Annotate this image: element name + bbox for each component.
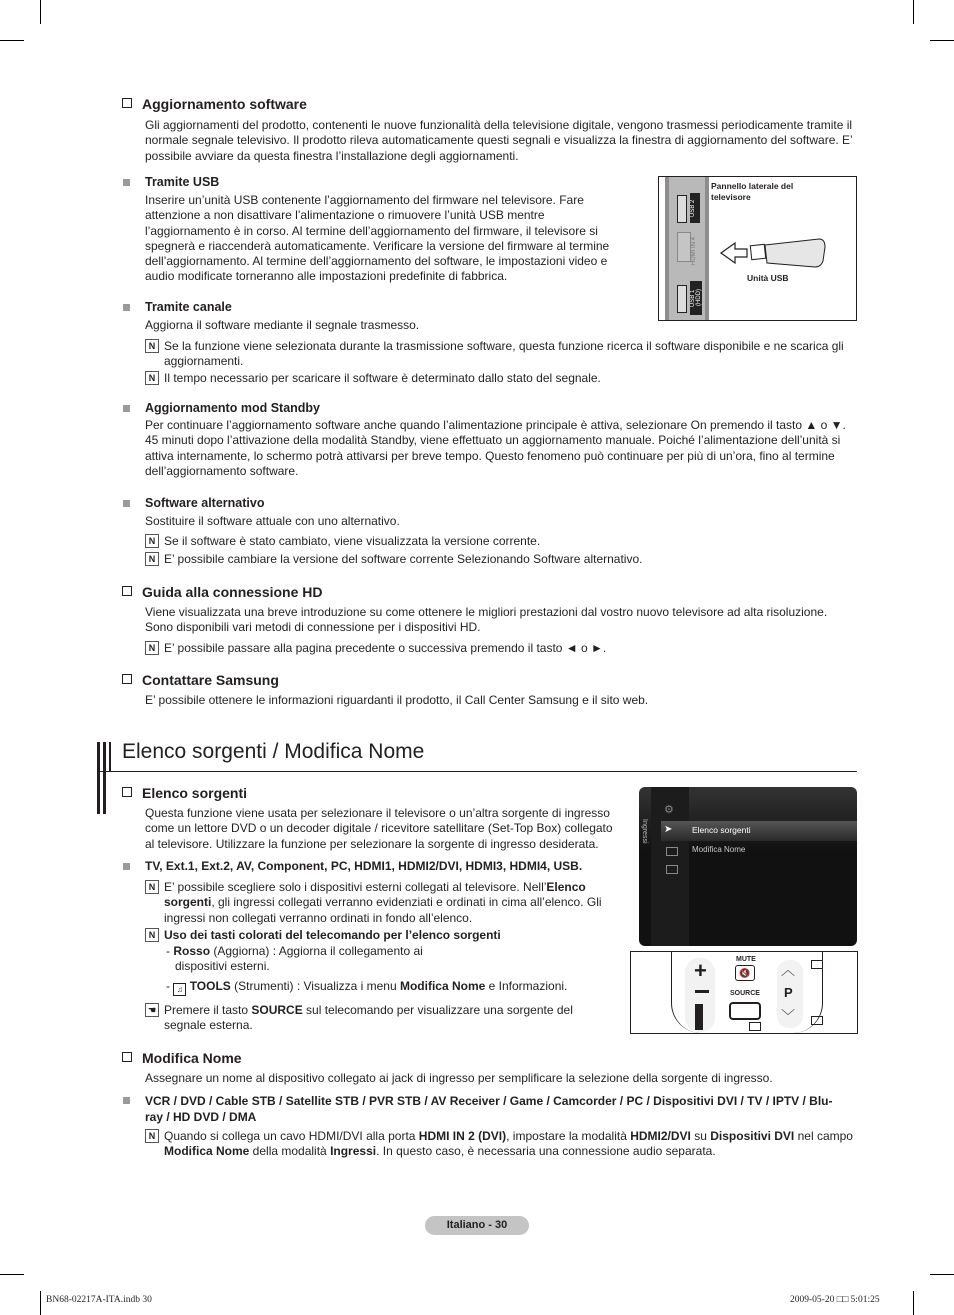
- footer-date: 2009-05-20 □□ 5:01:25: [790, 1295, 880, 1305]
- usb1-port: [677, 285, 687, 313]
- note-icon: N: [145, 339, 159, 353]
- usb2-port: [677, 195, 687, 223]
- checkbox-bullet-icon: [122, 586, 132, 596]
- alt-sw-body: Sostituire il software attuale con uno alternativo.: [145, 514, 400, 528]
- usb-drive-label: Unità USB: [747, 273, 789, 283]
- channel-note-2: Il tempo necessario per scaricare il software è determinato dallo stato del segnale.: [164, 371, 601, 385]
- note-icon: N: [145, 552, 159, 566]
- square-bullet-icon: [123, 1097, 130, 1104]
- edit-name-note: Quando si collega un cavo HDMI/DVI alla porta HDMI IN 2 (DVI), impostare la modalità HDMI2/DVI su Dispositivi DVI nel campo Modifica Nome della modalità Ingressi. In questo caso, è necessaria una connessione audio separata.: [164, 1129, 853, 1159]
- checkbox-bullet-icon: [122, 98, 132, 108]
- source-label: SOURCE: [730, 990, 760, 997]
- gear-icon: ⚙: [664, 804, 674, 816]
- osd-item-edit-name[interactable]: Modifica Nome: [692, 845, 746, 854]
- edit-name-devices: VCR / DVD / Cable STB / Satellite STB / PVR STB / AV Receiver / Game / Camcorder / PC / Dispositivi DVI / TV / IPTV / Blu-ray / HD DVD / DMA: [145, 1094, 833, 1124]
- hd-guide-body: Viene visualizzata una breve introduzione su come ottenere le migliori prestazioni dal vostro nuovo televisore ad alta risoluzione. Sono disponibili vari metodi di connessione per i dispositivi HD.: [145, 605, 828, 635]
- mute-button[interactable]: 🔇: [735, 965, 755, 981]
- square-bullet-icon: [123, 304, 130, 311]
- crop-mark: [930, 40, 954, 41]
- section-title-hd-guide: Guida alla connessione HD: [122, 584, 323, 600]
- alt-sw-note-1: Se il software è stato cambiato, viene visualizzata la versione corrente.: [164, 534, 541, 548]
- remote-figure: [630, 951, 858, 1034]
- contact-body: E’ possibile ottenere le informazioni riguardanti il prodotto, il Call Center Samsung e il sito web.: [145, 693, 649, 707]
- section-title-source-list: Elenco sorgenti: [122, 785, 247, 801]
- pointer-icon: [695, 1004, 703, 1030]
- usb-body: Inserire un’unità USB contenente l’aggiornamento del firmware nel televisore. Fare attenzione a non disattivare l’alimentazione o rimuovere l’unità USB mentre l’aggiornamento è in corso. Al termine dell’aggiornamento del firmware, il televisore si spegnerà e riaccenderà automaticamente. Verificare la versione del firmware al termine dell’aggiornamento. Al termine dell’aggiornamento del software, le impostazioni video e audio modificate torneranno alle impostazioni predefinite di fabbrica.: [145, 193, 610, 284]
- plus-icon: +: [694, 958, 707, 983]
- note-icon: N: [145, 1129, 159, 1143]
- section-title-contact: Contattare Samsung: [122, 672, 279, 688]
- tools-item: - ♫ TOOLS (Strumenti) : Visualizza i menu Modifica Nome e Informazioni.: [166, 979, 568, 994]
- channel-note-1: Se la funzione viene selezionata durante la trasmissione software, questa funzione ricerca il software disponibile e ne scarica gli aggiornamenti.: [164, 339, 844, 369]
- chapter-title: Elenco sorgenti / Modifica Nome: [122, 740, 425, 763]
- source-button[interactable]: [729, 1002, 761, 1020]
- source-list-note-3: Premere il tasto SOURCE sul telecomando per visualizzare una sorgente del segnale esterna.: [164, 1003, 573, 1033]
- square-bullet-icon: [123, 500, 130, 507]
- usb-drive-icon: [719, 235, 829, 275]
- crop-mark: [913, 0, 914, 24]
- crop-mark: [0, 40, 24, 41]
- hd-guide-note: E’ possibile passare alla pagina precedente o successiva premendo il tasto ◄ o ►.: [164, 641, 607, 655]
- chapter-rule: [97, 771, 857, 772]
- note-icon: N: [145, 928, 159, 942]
- standby-body: Per continuare l’aggiornamento software anche quando l’alimentazione principale è attiva, selezionare On premendo il tasto ▲ o ▼. 45 minuti dopo l’attivazione della modalità Standby, viene effettuato un aggiornamento manuale. Poiché l’alimentazione dell’unità si attiva internamente, lo schermo potrà attivarsi per breve tempo. Questo fenomeno può continuare per più di un’ora, fino al termine dell’aggiornamento software.: [145, 418, 846, 478]
- checkbox-bullet-icon: [122, 674, 132, 684]
- hdmi4-label: HDMI IN 4: [691, 236, 697, 265]
- osd-item-source-list[interactable]: Elenco sorgenti: [692, 825, 751, 835]
- osd-item-highlight: [661, 821, 857, 841]
- section-title-edit-name: Modifica Nome: [122, 1050, 242, 1066]
- sw-update-body: Gli aggiornamenti del prodotto, contenenti le nuove funzionalità della televisione digitale, vengono trasmessi periodicamente tramite il normale segnale televisivo. Il prodotto rileva automaticamente questi segnali e visualizza la finestra di aggiornamento del software. E’ possibile avviare da questa finestra l’installazione degli aggiornamenti.: [145, 118, 853, 163]
- usb-title: Tramite USB: [145, 175, 220, 189]
- alt-sw-title: Software alternativo: [145, 496, 265, 510]
- usb1-label: USB 1 (HDD): [690, 281, 702, 315]
- standby-title: Aggiornamento mod Standby: [145, 401, 320, 415]
- crop-mark: [0, 1274, 24, 1275]
- channel-body: Aggiorna il software mediante il segnale trasmesso.: [145, 318, 420, 332]
- source-list-note-2: Uso dei tasti colorati del telecomando per l’elenco sorgenti: [164, 928, 501, 942]
- chevron-up-icon: ︿: [781, 962, 795, 978]
- hdmi4-port: [677, 232, 691, 262]
- source-list-note-1: E’ possibile scegliere solo i dispositivi esterni collegati al televisore. Nell’Elenco sorgenti, gli ingressi collegati verranno evidenziati e ordinati in cima all’elenco. Gli ingressi non collegati verranno ordinati in fondo all’elenco.: [164, 880, 602, 925]
- chapter-bar: [103, 742, 106, 814]
- note-icon: N: [145, 534, 159, 548]
- crop-mark: [40, 1291, 41, 1315]
- mute-label: MUTE: [736, 956, 756, 963]
- edit-name-body: Assegnare un nome al dispositivo collegato ai jack di ingresso per semplificare la selezione della sorgente di ingresso.: [145, 1071, 773, 1085]
- tv-side-panel: [665, 177, 709, 320]
- p-label: P: [784, 985, 793, 1000]
- chapter-bar: [109, 742, 111, 772]
- alt-sw-note-2: E’ possibile cambiare la versione del software corrente Selezionando Software alternativo.: [164, 552, 643, 566]
- note-icon: N: [145, 880, 159, 894]
- usb-figure: [658, 176, 857, 321]
- tools-icon: ♫: [173, 983, 186, 996]
- tv-icon: [749, 1022, 761, 1031]
- osd-side-label: Ingressi: [641, 819, 648, 844]
- footer-file: BN68-02217A-ITA.indb 30: [46, 1295, 152, 1305]
- minus-icon: [695, 990, 709, 993]
- note-icon: N: [145, 371, 159, 385]
- input-icon: ➤: [664, 824, 673, 835]
- page-number-badge: Italiano - 30: [425, 1216, 529, 1235]
- crop-mark: [930, 1274, 954, 1275]
- picture-icon: [666, 847, 678, 856]
- setup-icon: [666, 865, 678, 874]
- osd-menu: [639, 787, 857, 946]
- hand-icon: ☚: [145, 1003, 159, 1017]
- tv-icon: [811, 960, 823, 969]
- chapter-bar: [97, 742, 100, 814]
- crop-mark: [913, 1291, 914, 1315]
- source-list-sources: TV, Ext.1, Ext.2, AV, Component, PC, HDMI1, HDMI2/DVI, HDMI3, HDMI4, USB.: [145, 859, 583, 873]
- square-bullet-icon: [123, 179, 130, 186]
- section-title-sw-update: Aggiornamento software: [122, 96, 307, 112]
- square-bullet-icon: [123, 405, 130, 412]
- panel-label: Pannello laterale del televisore: [711, 181, 794, 202]
- crop-mark: [40, 0, 41, 24]
- checkbox-bullet-icon: [122, 787, 132, 797]
- channel-title: Tramite canale: [145, 300, 232, 314]
- square-bullet-icon: [123, 863, 130, 870]
- red-button-item: - Rosso (Aggiorna) : Aggiorna il collegamento ai dispositivi esterni.: [166, 944, 423, 974]
- note-icon: N: [145, 641, 159, 655]
- tv-icon: [811, 1016, 823, 1025]
- checkbox-bullet-icon: [122, 1052, 132, 1062]
- usb2-label: USB 2: [690, 193, 700, 223]
- chevron-down-icon: ﹀: [781, 1008, 795, 1024]
- source-list-body: Questa funzione viene usata per selezionare il televisore o un’altra sorgente di ingresso come un lettore DVD o un decoder digitale / ricevitore satellitare (Set-Top Box) collegato al televisore. Utilizzare la funzione per selezionare la sorgente di ingresso desiderata.: [145, 806, 613, 851]
